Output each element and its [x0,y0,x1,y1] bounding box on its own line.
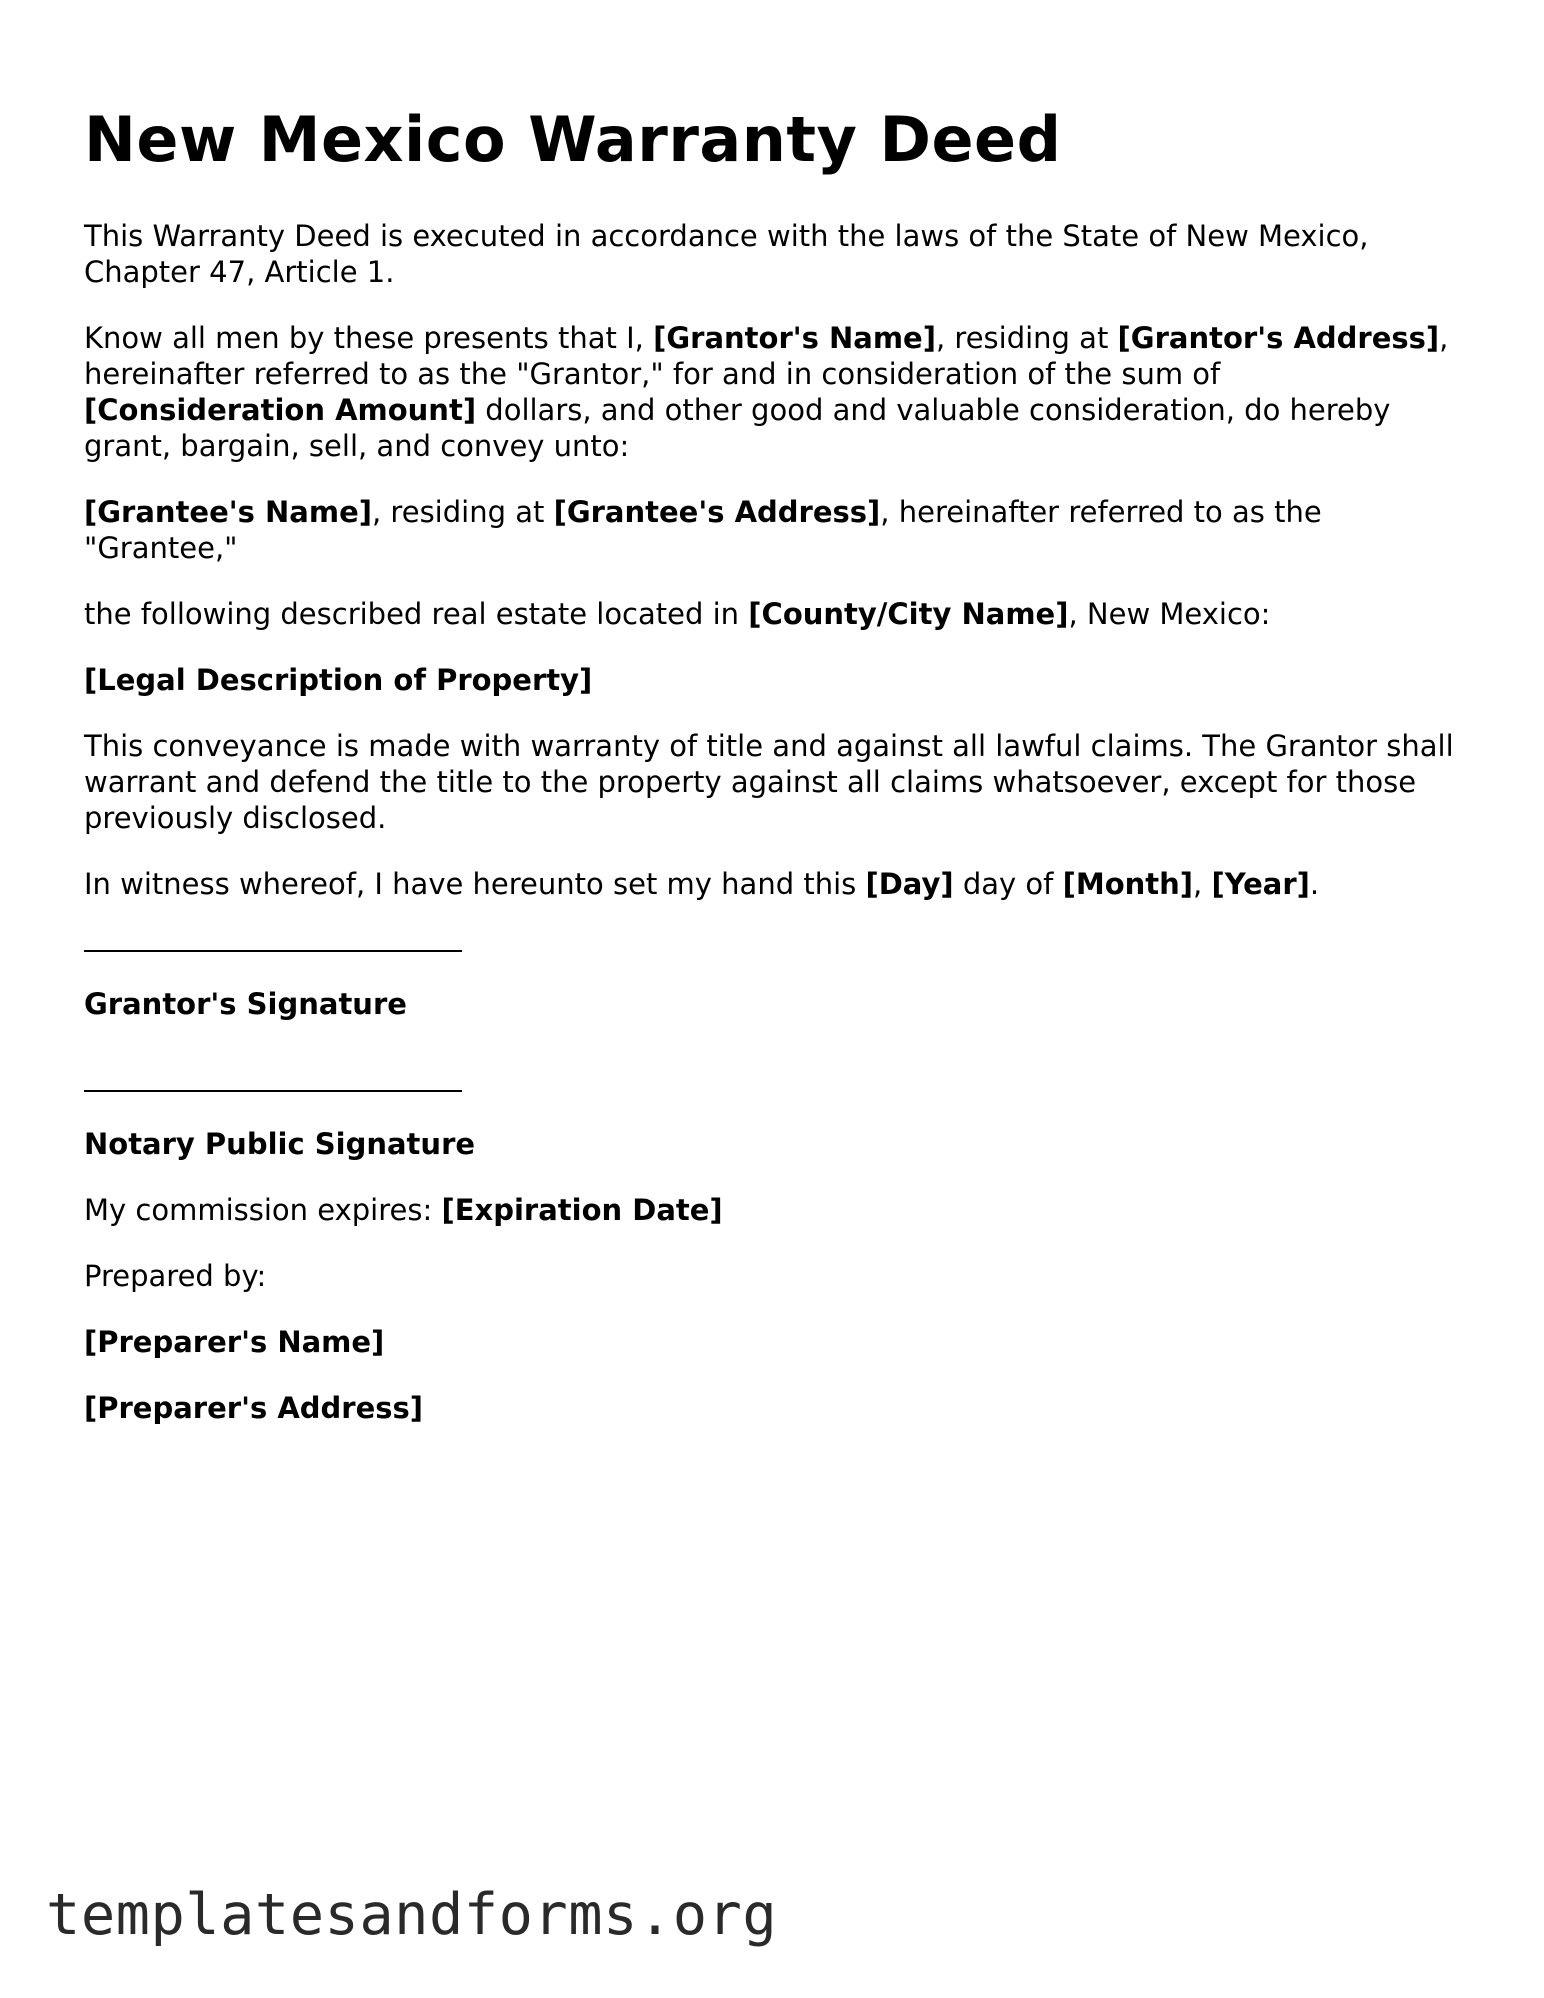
grantee-text-2: , hereinafter referred to as the "Grantee," [84,495,1322,565]
witness-paragraph [84,866,1464,902]
grantee-name-placeholder: [Grantee's Name] [84,495,372,529]
legal-description-paragraph [84,662,1464,698]
legal-description-placeholder: [Legal Description of Property] [84,663,593,697]
grant-text-3: , hereinafter referred to as the "Grantor," for and in consideration of the sum of [84,321,1449,391]
grantee-address-placeholder: [Grantee's Address] [553,495,881,529]
preparer-address-placeholder: [Preparer's Address] [84,1391,424,1425]
prepared-by-label: Prepared by: [84,1259,267,1293]
grantor-name-placeholder: [Grantor's Name] [653,321,936,355]
warranty-paragraph: This conveyance is made with warranty of title and against all lawful claims. The Grantor shall warrant and defend the title to the property against all claims whatsoever, except for those previously disclosed. [84,729,1454,835]
consideration-placeholder: [Consideration Amount] [84,393,477,427]
day-placeholder: [Day] [865,867,954,901]
expiration-date-placeholder: [Expiration Date] [441,1193,723,1227]
grantee-paragraph [84,494,1464,566]
grantee-text-1: , residing at [372,495,554,529]
grant-text-2: , residing at [935,321,1118,355]
preparer-name-placeholder: [Preparer's Name] [84,1325,385,1359]
document-page [84,100,1464,1456]
intro-paragraph: This Warranty Deed is executed in accordance with the laws of the State of New Mexico, Chapter 47, Article 1. [84,219,1369,289]
watermark-text: templatesandforms.org [46,1882,778,1948]
grant-text-4: dollars, and other good and valuable consideration, do hereby grant, bargain, sell, and convey unto: [84,393,1391,463]
grant-paragraph [84,320,1464,464]
notary-signature-line[interactable] [84,1076,462,1092]
location-paragraph [84,596,1464,632]
commission-label: My commission expires: [84,1193,442,1227]
year-placeholder: [Year] [1211,867,1310,901]
witness-text-1: In witness whereof, I have hereunto set my hand this [84,867,866,901]
witness-text-3: , [1193,867,1212,901]
grant-text-1: Know all men by these presents that I, [84,321,654,355]
location-text-1: the following described real estate located in [84,597,749,631]
month-placeholder: [Month] [1062,867,1194,901]
location-text-2: , New Mexico: [1068,597,1271,631]
document-title: New Mexico Warranty Deed [84,103,1062,176]
grantor-signature-line[interactable] [84,936,462,952]
commission-paragraph [84,1192,1464,1228]
notary-signature-label: Notary Public Signature [84,1127,476,1161]
county-placeholder: [County/City Name] [748,597,1069,631]
witness-text-2: day of [953,867,1063,901]
witness-text-4: . [1309,867,1320,901]
grantor-signature-label: Grantor's Signature [84,987,407,1021]
grantor-address-placeholder: [Grantor's Address] [1117,321,1440,355]
